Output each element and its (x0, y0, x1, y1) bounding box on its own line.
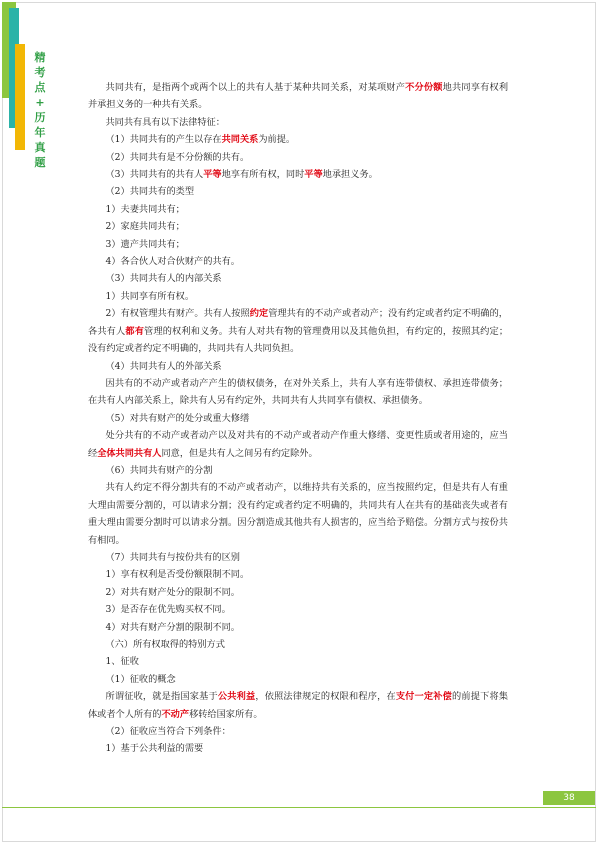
side-label-char: 历 (34, 111, 46, 124)
paragraph: 共同共有具有以下法律特征： (105, 116, 225, 128)
highlight-text: 不分份额 (405, 82, 443, 93)
paragraph: （2）征收应当符合下列条件： (105, 726, 231, 738)
highlight-text: 都有 (125, 325, 145, 337)
side-label-char: 点 (34, 81, 46, 94)
section-side-label (33, 50, 47, 170)
list-item: 2）家庭共同共有； (105, 221, 185, 233)
paragraph: 因共有的不动产或者动产产生的债权债务，在对外关系上，共有人享有连带债权、承担连带债务；在共有人内部关系上，除共有人另有约定外，共同共有人共同享有债权、承担债务。 (88, 377, 508, 407)
paragraph: （1）共同共有的产生以存在共同关系为前提。 (105, 134, 296, 146)
paragraph: 所谓征收，就是指国家基于公共利益，依照法律规定的权限和程序，在支付一定补偿的前提下将集体或者个人所有的不动产移转给国家所有。 (88, 691, 509, 720)
highlight-text: 支付一定补偿 (395, 691, 453, 703)
list-item: 2）对共有财产处分的限制不同。 (105, 586, 240, 598)
highlight-text: 公共利益 (217, 691, 256, 703)
paragraph: 处分共有的不动产或者动产以及对共有的不动产或者动产作重大修缮、变更性质或者用途的，应当经全体共同共有人同意，但是共有人之间另有约定除外。 (88, 430, 508, 459)
list-item: 3）是否存在优先购买权不同。 (105, 604, 231, 616)
side-label-char: 真 (34, 141, 46, 154)
paragraph: （3）共同共有人的内部关系 (105, 273, 222, 285)
list-item: 3）遗产共同共有； (105, 238, 185, 250)
paragraph: （5）对共有财产的处分或重大修缮 (105, 412, 250, 424)
paragraph: （4）共同共有人的外部关系 (105, 360, 222, 372)
list-item: 4）各合伙人对合伙财产的共有。 (105, 256, 240, 268)
paragraph: （1）征收的概念 (105, 673, 176, 685)
highlight-text: 平等 (304, 169, 323, 181)
side-label-char: 考 (34, 66, 46, 79)
paragraph: 共同共有，是指两个或两个以上的共有人基于某种共同关系，对某项财产不分份额地共同享有权利并承担义务的一种共有关系。 (88, 82, 509, 111)
highlight-text: 平等 (203, 169, 222, 181)
paragraph: （2）共同共有的类型 (105, 186, 195, 198)
paragraph: （3）共同共有的共有人平等地享有所有权，同时平等地承担义务。 (105, 169, 378, 181)
footer-divider (2, 807, 596, 808)
list-item: 1）夫妻共同共有； (105, 203, 185, 215)
decorative-strip-yellow (15, 44, 25, 150)
paragraph: 共有人约定不得分割共有的不动产或者动产，以维持共有关系的，应当按照约定，但是共有人有重大理由需要分割的，可以请求分割；没有约定或者约定不明确的，共同共有人在共有的基础丧失或者有重大理由需要分割时可以请求分割。因分割造成其他共有人损害的，应当给予赔偿。分割方式与按份共有相同。 (88, 482, 508, 546)
side-label-char: 精 (34, 51, 46, 64)
side-label-char: + (35, 96, 45, 109)
paragraph: （7）共同共有与按份共有的区别 (105, 551, 240, 563)
paragraph: 2）有权管理共有财产。共有人按照约定管理共有的不动产或者动产；没有约定或者约定不明确的，各共有人都有管理的权利和义务。共有人对共有物的管理费用以及其他负担，有约定的，按照其约定；没有约定或者约定不明确的，共同共有人共同负担。 (88, 308, 509, 355)
paragraph: （2）共同共有是不分份额的共有。 (105, 151, 250, 163)
list-item: 1）共同享有所有权。 (105, 290, 195, 302)
highlight-text: 全体共同共有人 (97, 447, 162, 459)
side-label-char: 年 (34, 126, 46, 139)
highlight-text: 不动产 (161, 708, 190, 720)
subsection-heading: 1、征收 (105, 656, 139, 668)
list-item: 1）享有权利是否受份额限制不同。 (105, 569, 250, 581)
list-item: 1）基于公共利益的需要 (105, 743, 204, 755)
list-item: 4）对共有财产分割的限制不同。 (105, 621, 240, 633)
paragraph: （6）共同共有财产的分割 (105, 464, 213, 476)
highlight-text: 共同关系 (221, 134, 259, 146)
section-heading: （六）所有权取得的特别方式 (105, 639, 225, 650)
highlight-text: 约定 (249, 308, 269, 320)
document-body (88, 79, 508, 758)
page-number: 38 (543, 791, 595, 805)
side-label-char: 题 (34, 156, 46, 169)
